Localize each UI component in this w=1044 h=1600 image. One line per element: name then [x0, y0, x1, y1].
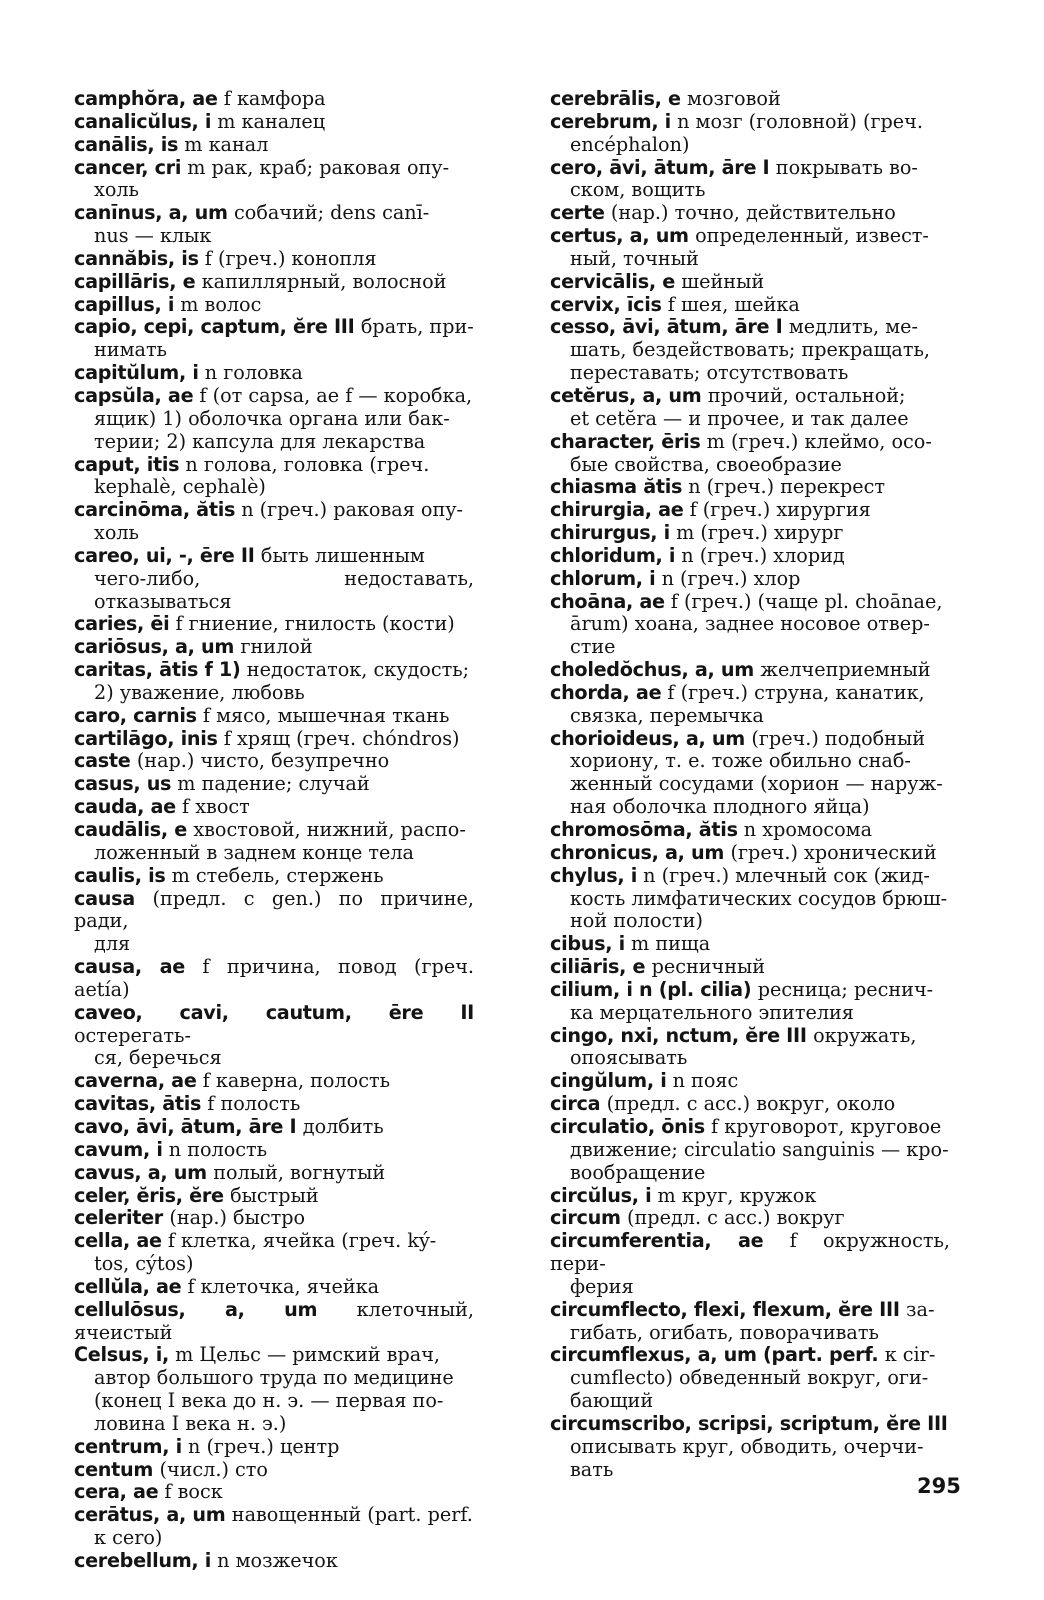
- dictionary-entry: [550, 933, 950, 956]
- entry-line: cumflecto) обведенный вокруг, оги-: [570, 1366, 929, 1390]
- entry-line: движение; circulatio sanguinis — кро-: [570, 1137, 949, 1161]
- entry-line: cartilāgo, inis f хрящ (греч. chóndros): [74, 726, 460, 750]
- entry-line: cerātus, a, um навощенный (part. perf.: [74, 1503, 473, 1527]
- entry-line: certus, a, um определенный, извест-: [550, 224, 929, 248]
- dictionary-entry: [550, 819, 950, 842]
- dictionary-entry: [74, 1504, 474, 1550]
- entry-line: 2) уважение, любовь: [94, 680, 305, 704]
- entry-line: circum (предл. с acc.) вокруг: [550, 1206, 845, 1230]
- entry-line: caries, ēi f гниение, гнилость (кости): [74, 612, 455, 636]
- entry-line: chloridum, i n (греч.) хлорид: [550, 543, 845, 567]
- entry-line: связка, перемычка: [570, 703, 764, 727]
- entry-line: circumflexus, a, um (part. perf. к cir-: [550, 1343, 936, 1367]
- entry-line: к cero): [94, 1526, 163, 1550]
- dictionary-entry: [74, 1276, 474, 1299]
- dictionary-entry: [74, 728, 474, 751]
- entry-line: caste (нар.) чисто, безупречно: [74, 749, 390, 773]
- entry-line: circa (предл. с acc.) вокруг, около: [550, 1092, 896, 1116]
- dictionary-entry: [74, 385, 474, 454]
- dictionary-entry: [74, 888, 474, 957]
- dictionary-entry: [74, 499, 474, 545]
- dictionary-entry: [550, 385, 950, 431]
- dictionary-entry: [74, 157, 474, 203]
- dictionary-entry: [74, 796, 474, 819]
- dictionary-entry: [550, 1413, 950, 1482]
- entry-line: cerebellum, i n мозжечок: [74, 1549, 338, 1572]
- entry-line: chirurgia, ae f (греч.) хирургия: [550, 498, 871, 522]
- entry-line: cauda, ae f хвост: [74, 795, 250, 819]
- entry-line: chromosōma, ătis n хромосома: [550, 818, 873, 841]
- entry-line: cervicālis, e шейный: [550, 269, 765, 293]
- entry-line: ка мерцательного эпителия: [570, 1000, 854, 1024]
- entry-line: careo, ui, -, ēre II быть лишенным: [74, 543, 425, 567]
- dictionary-entry: [74, 271, 474, 294]
- entry-line: capsŭla, ae f (от capsa, ae f — коробка,: [74, 383, 473, 407]
- entry-line: гибать, огибать, поворачивать: [570, 1320, 879, 1344]
- dictionary-entry: [550, 316, 950, 385]
- entry-line: cerebrum, i n мозг (головной) (греч.: [550, 109, 923, 133]
- entry-line: cavum, i n полость: [74, 1137, 268, 1161]
- dictionary-entry: [74, 316, 474, 362]
- dictionary-entry: [74, 1459, 474, 1482]
- dictionary-entry: [550, 979, 950, 1025]
- entry-line: cibus, i m пища: [550, 932, 711, 956]
- dictionary-entry: [74, 1481, 474, 1504]
- dictionary-entry: [550, 294, 950, 317]
- entry-line: circumscribo, scripsi, scriptum, ĕre III: [550, 1411, 948, 1435]
- entry-line: хориону, т. е. тоже обильно снаб-: [570, 749, 911, 773]
- entry-line: ящик) 1) оболочка органа или бак-: [94, 406, 450, 430]
- entry-line: кость лимфатических сосудов брюш-: [570, 886, 948, 910]
- entry-line: chlorum, i n (греч.) хлор: [550, 566, 801, 590]
- entry-line: cilium, i n (pl. cilia) ресница; реснич-: [550, 977, 934, 1001]
- entry-line: нимать: [94, 338, 168, 362]
- right-column: [550, 88, 950, 1481]
- entry-line: холь: [94, 521, 140, 545]
- dictionary-entry: [74, 750, 474, 773]
- entry-line: автор большого труда по медицине: [94, 1366, 454, 1390]
- entry-line: chirurgus, i m (греч.) хирург: [550, 521, 844, 545]
- dictionary-entry: [74, 1207, 474, 1230]
- dictionary-entry: [550, 1093, 950, 1116]
- dictionary-entry: [74, 202, 474, 248]
- dictionary-entry: [74, 362, 474, 385]
- entry-line: cetĕrus, a, um прочий, остальной;: [550, 383, 906, 407]
- entry-line: certe (нар.) точно, действительно: [550, 201, 896, 225]
- entry-line: character, ēris m (греч.) клеймо, осо-: [550, 429, 932, 453]
- entry-line: circŭlus, i m круг, кружок: [550, 1183, 817, 1207]
- dictionary-entry: [74, 819, 474, 865]
- entry-line: cavo, āvi, ātum, āre I долбить: [74, 1114, 384, 1138]
- entry-line: cingŭlum, i n пояс: [550, 1069, 739, 1093]
- dictionary-entry: [550, 431, 950, 477]
- dictionary-entry: [74, 1299, 474, 1345]
- entry-line: ферия: [570, 1274, 634, 1298]
- entry-line: chylus, i n (греч.) млечный сок (жид-: [550, 863, 930, 887]
- entry-line: cavitas, ātis f полость: [74, 1092, 301, 1116]
- dictionary-entry: [74, 613, 474, 636]
- dictionary-entry: [550, 842, 950, 865]
- entry-line: шать, бездействовать; прекращать,: [570, 338, 931, 362]
- entry-line: tos, cýtos): [94, 1252, 194, 1276]
- entry-line: chorioideus, a, um (греч.) подобный: [550, 726, 926, 750]
- entry-line: canālis, is m канал: [74, 132, 269, 156]
- dictionary-entry: [74, 1185, 474, 1208]
- dictionary-entry: [74, 545, 474, 614]
- entry-line: caro, carnis f мясо, мышечная ткань: [74, 703, 450, 727]
- dictionary-entry: [550, 1070, 950, 1093]
- entry-line: для: [94, 932, 131, 956]
- entry-line: cingo, nxi, nctum, ĕre III окружать,: [550, 1023, 917, 1047]
- entry-line: cellulōsus, a, um клеточный, ячеистый: [74, 1297, 474, 1344]
- dictionary-entry: [550, 202, 950, 225]
- entry-line: cella, ae f клетка, ячейка (греч. ký-: [74, 1229, 437, 1253]
- entry-line: choledŏchus, a, um желчеприемный: [550, 658, 931, 682]
- entry-line: женный сосудами (хорион — наруж-: [570, 772, 943, 796]
- page-number: 295: [917, 1474, 961, 1498]
- entry-line: cellŭla, ae f клеточка, ячейка: [74, 1274, 380, 1298]
- dictionary-entry: [550, 499, 950, 522]
- dictionary-entry: [550, 1207, 950, 1230]
- dictionary-entry: [74, 294, 474, 317]
- entry-line: caverna, ae f каверна, полость: [74, 1069, 391, 1093]
- entry-line: вообращение: [570, 1160, 706, 1184]
- entry-line: kephalè, cephalè): [94, 475, 266, 499]
- entry-line: cero, āvi, ātum, āre I покрывать во-: [550, 155, 918, 179]
- dictionary-entry: [74, 1002, 474, 1071]
- dictionary-entry: [74, 248, 474, 271]
- entry-line: бые свойства, своеобразие: [570, 452, 842, 476]
- dictionary-entry: [550, 522, 950, 545]
- entry-line: Celsus, i, m Цельс — римский врач,: [74, 1343, 440, 1367]
- entry-line: холь: [94, 178, 140, 202]
- entry-line: capillus, i m волос: [74, 292, 262, 316]
- dictionary-entry: [550, 545, 950, 568]
- entry-line: circulatio, ōnis f круговорот, круговое: [550, 1114, 942, 1138]
- entry-line: causa, ae f причина, повод (греч. aetía): [74, 955, 474, 1001]
- entry-line: терии; 2) капсула для лекарства: [94, 429, 426, 453]
- dictionary-entry: [550, 659, 950, 682]
- dictionary-entry: [550, 865, 950, 934]
- entry-line: circumflecto, flexi, flexum, ĕre III за-: [550, 1297, 935, 1321]
- dictionary-entry: [74, 88, 474, 111]
- dictionary-entry: [74, 773, 474, 796]
- entry-line: стие: [570, 635, 616, 659]
- entry-line: caput, itis n голова, головка (греч.: [74, 452, 430, 476]
- entry-line: centrum, i n (греч.) центр: [74, 1434, 340, 1458]
- entry-line: capillāris, e капиллярный, волосной: [74, 269, 447, 293]
- entry-line: cera, ae f воск: [74, 1480, 223, 1504]
- dictionary-entry: [550, 956, 950, 979]
- left-column: [74, 88, 474, 1573]
- entry-line: celer, ĕris, ĕre быстрый: [74, 1183, 319, 1207]
- entry-line: ārum) хоана, заднее носовое отвер-: [570, 612, 930, 636]
- dictionary-entry: [74, 1139, 474, 1162]
- entry-line: вать: [570, 1457, 614, 1481]
- dictionary-entry: [550, 111, 950, 157]
- entry-line: chronicus, a, um (греч.) хронический: [550, 840, 937, 864]
- entry-line: canīnus, a, um собачий; dens canī-: [74, 201, 430, 225]
- entry-line: celeriter (нар.) быстро: [74, 1206, 306, 1230]
- entry-line: cesso, āvi, ātum, āre I медлить, ме-: [550, 315, 918, 339]
- entry-line: ciliāris, e ресничный: [550, 955, 766, 979]
- entry-line: ная оболочка плодного яйца): [570, 795, 870, 819]
- entry-line: ся, беречься: [94, 1046, 222, 1070]
- dictionary-entry: [550, 157, 950, 203]
- dictionary-entry: [74, 1070, 474, 1093]
- entry-line: capio, cepi, captum, ĕre III брать, при-: [74, 315, 474, 339]
- dictionary-entry: [550, 1230, 950, 1299]
- entry-line: бающий: [570, 1389, 654, 1413]
- dictionary-entry: [74, 454, 474, 500]
- dictionary-entry: [74, 636, 474, 659]
- entry-line: cervix, īcis f шея, шейка: [550, 292, 800, 316]
- entry-line: carcinōma, ătis n (греч.) раковая опу-: [74, 498, 464, 522]
- entry-line: чего-либо, недоставать, отказываться: [94, 566, 474, 613]
- entry-line: capitŭlum, i n головка: [74, 361, 303, 385]
- dictionary-entry: [550, 225, 950, 271]
- dictionary-entry: [550, 271, 950, 294]
- dictionary-entry: [550, 476, 950, 499]
- dictionary-entry: [550, 591, 950, 660]
- entry-line: cavus, a, um полый, вогнутый: [74, 1160, 386, 1184]
- entry-line: chiasma ătis n (греч.) перекрест: [550, 475, 885, 499]
- entry-line: et cetĕra — и прочее, и так далее: [570, 406, 909, 430]
- dictionary-entry: [550, 682, 950, 728]
- entry-line: описывать круг, обводить, очерчи-: [570, 1434, 924, 1458]
- entry-line: ском, вощить: [570, 178, 706, 202]
- entry-line: camphŏra, ae f камфора: [74, 87, 326, 110]
- dictionary-entry: [74, 1550, 474, 1573]
- entry-line: centum (числ.) сто: [74, 1457, 268, 1481]
- entry-line: (конец I века до н. э. — первая по-: [94, 1389, 444, 1413]
- entry-line: canalicŭlus, i m каналец: [74, 109, 326, 133]
- dictionary-entry: [74, 1162, 474, 1185]
- dictionary-entry: [74, 111, 474, 134]
- dictionary-entry: [74, 705, 474, 728]
- dictionary-entry: [74, 1344, 474, 1435]
- entry-line: ный, точный: [570, 246, 699, 270]
- entry-line: cerebrālis, e мозговой: [550, 87, 781, 110]
- dictionary-entry: [74, 1230, 474, 1276]
- entry-line: переставать; отсутствовать: [570, 361, 849, 385]
- dictionary-entry: [74, 1093, 474, 1116]
- dictionary-entry: [74, 956, 474, 1002]
- entry-line: encéphalon): [570, 132, 690, 156]
- dictionary-entry: [74, 1116, 474, 1139]
- dictionary-entry: [550, 1025, 950, 1071]
- dictionary-entry: [74, 134, 474, 157]
- entry-line: casus, us m падение; случай: [74, 772, 370, 796]
- entry-line: choāna, ae f (греч.) (чаще pl. choānae,: [550, 589, 943, 613]
- dictionary-entry: [550, 88, 950, 111]
- dictionary-entry: [550, 1344, 950, 1413]
- entry-line: chorda, ae f (греч.) струна, канатик,: [550, 680, 925, 704]
- dictionary-entry: [74, 1436, 474, 1459]
- entry-line: cancer, cri m рак, краб; раковая опу-: [74, 155, 450, 179]
- dictionary-entry: [74, 865, 474, 888]
- dictionary-entry: [74, 659, 474, 705]
- entry-line: опоясывать: [570, 1046, 688, 1070]
- dictionary-entry: [550, 568, 950, 591]
- entry-line: ловина I века н. э.): [94, 1411, 287, 1435]
- entry-line: ной полости): [570, 909, 703, 933]
- dictionary-entry: [550, 1185, 950, 1208]
- dictionary-entry: [550, 1116, 950, 1185]
- dictionary-entry: [550, 1299, 950, 1345]
- entry-line: nus — клык: [94, 224, 212, 248]
- entry-line: caritas, ātis f 1) недостаток, скудость;: [74, 658, 470, 682]
- entry-line: caulis, is m стебель, стержень: [74, 863, 384, 887]
- entry-line: causa (предл. c gen.) по причине, ради,: [74, 886, 474, 933]
- dictionary-entry: [550, 728, 950, 819]
- entry-line: caveo, cavi, cautum, ēre II остерегать-: [74, 1000, 474, 1047]
- entry-line: caudālis, e хвостовой, нижний, распо-: [74, 818, 466, 841]
- entry-line: cariōsus, a, um гнилой: [74, 635, 313, 659]
- entry-line: cannăbis, is f (греч.) конопля: [74, 246, 377, 270]
- entry-line: ложенный в заднем конце тела: [94, 840, 414, 864]
- entry-line: circumferentia, ae f окружность, пери-: [550, 1229, 950, 1276]
